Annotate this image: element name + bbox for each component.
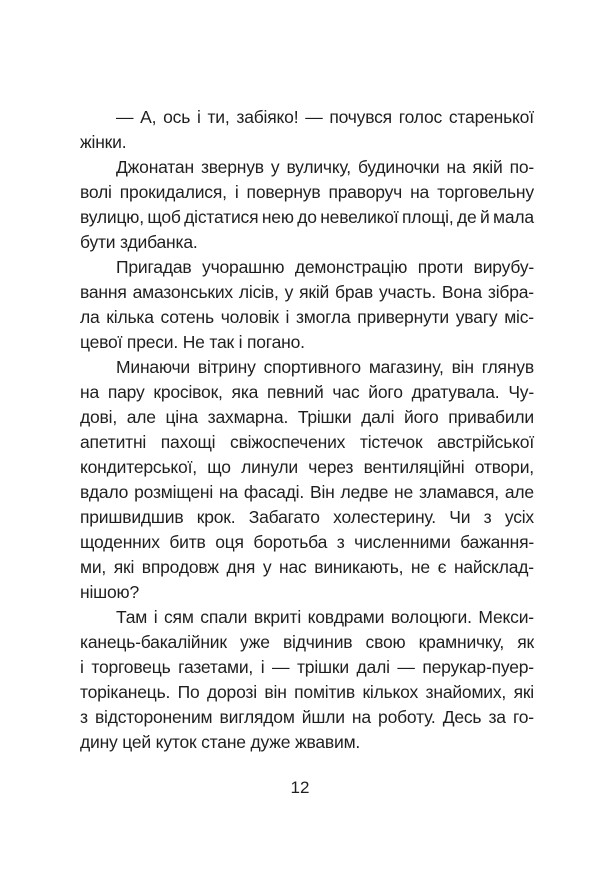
text-line: на пару кросівок, яка певний час його дратувала. Чу- bbox=[80, 382, 534, 402]
text-line: Минаючи вітрину спортивного магазину, він глянув bbox=[116, 357, 534, 377]
text-line: кондитерської, що линули через вентиляційні отвори, bbox=[80, 457, 534, 477]
text-line: Там і сям спали вкриті ковдрами волоцюги. Мекси- bbox=[116, 607, 534, 627]
text-line: нішою? bbox=[80, 582, 139, 602]
text-line: волі прокидалися, і повернув праворуч на торговельну bbox=[80, 182, 534, 202]
text-line: з відстороненим виглядом йшли на роботу. Десь за го- bbox=[80, 707, 534, 727]
paragraph bbox=[80, 355, 534, 605]
text-line: ла кілька сотень чоловік і змогла привернути увагу міс- bbox=[80, 307, 534, 327]
page-text bbox=[80, 105, 534, 755]
text-line: вання амазонських лісів, у якій брав участь. Вона зібра- bbox=[80, 282, 534, 302]
text-line: дину цей куток стане дуже жвавим. bbox=[80, 732, 361, 752]
text-line: торіканець. По дорозі він помітив кількох знайомих, які bbox=[80, 682, 534, 702]
text-line: Пригадав учорашню демонстрацію проти вирубу- bbox=[116, 257, 534, 277]
page-number: 12 bbox=[290, 778, 310, 797]
text-line: Джонатан звернув у вуличку, будиночки на якій по- bbox=[116, 157, 534, 177]
text-line: жінки. bbox=[80, 132, 127, 152]
text-line: ми, які впродовж дня у нас виникають, не є найсклад- bbox=[80, 557, 534, 577]
text-line: вулицю, щоб дістатися нею до невеликої площі, де й мала bbox=[80, 207, 534, 227]
text-line: апетитні пахощі свіжоспечених тістечок австрійської bbox=[80, 432, 534, 452]
text-line: пришвидшив крок. Забагато холестерину. Чи з усіх bbox=[80, 507, 534, 527]
paragraph bbox=[80, 605, 534, 755]
paragraph bbox=[80, 105, 534, 155]
text-line: — А, ось і ти, забіяко! — почувся голос старенької bbox=[116, 107, 534, 127]
text-line: бути здибанка. bbox=[80, 232, 198, 252]
paragraph bbox=[80, 255, 534, 355]
text-line: і торговець газетами, і — трішки далі — перукар-пуер- bbox=[80, 657, 534, 677]
text-line: дові, але ціна захмарна. Трішки далі його привабили bbox=[80, 407, 534, 427]
text-line: вдало розміщені на фасаді. Він ледве не зламався, але bbox=[80, 482, 534, 502]
text-line: щоденних битв оця боротьба з численними бажання- bbox=[80, 532, 534, 552]
text-line: канець-бакалійник уже відчинив свою крамничку, як bbox=[80, 632, 534, 652]
text-line: цевої преси. Не так і погано. bbox=[80, 332, 305, 352]
paragraph bbox=[80, 155, 534, 255]
